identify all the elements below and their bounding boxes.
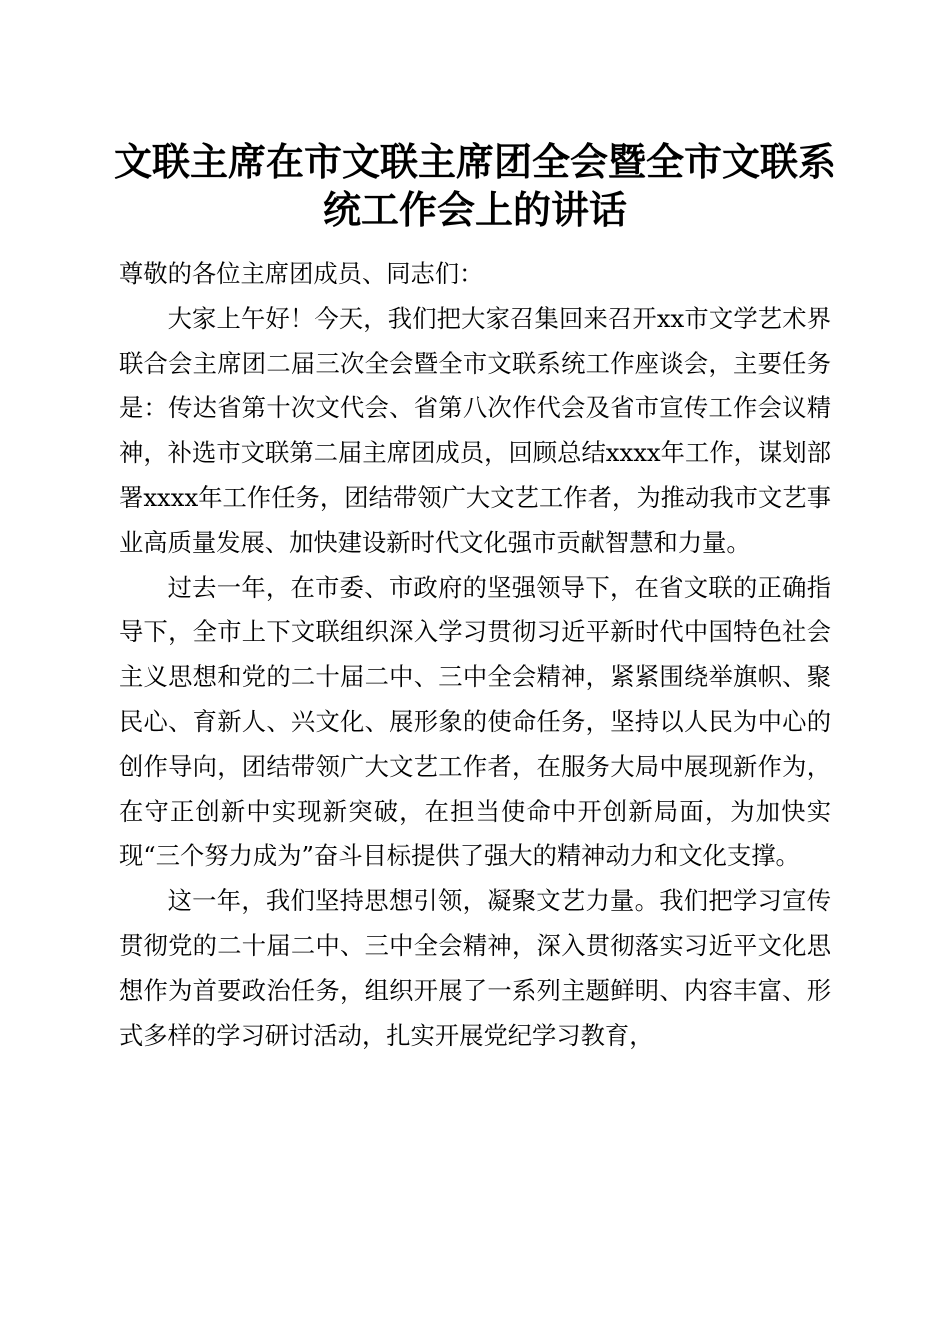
document-title: 文联主席在市文联主席团全会暨全市文联系统工作会上的讲话 (113, 139, 836, 232)
paragraph: 这一年，我们坚持思想引领，凝聚文艺力量。我们把学习宣传贯彻党的二十届二中、三中全会精神，深入贯彻落实习近平文化思想作为首要政治任务，组织开展了一系列主题鲜明、内容丰富、形式多样的学习研讨活动，扎实开展党纪学习教育， (119, 886, 831, 1050)
paragraph: 过去一年，在市委、市政府的坚强领导下，在省文联的正确指导下，全市上下文联组织深入学习贯彻习近平新时代中国特色社会主义思想和党的二十届二中、三中全会精神，紧紧围绕举旗帜、聚民心、育新人、兴文化、展形象的使命任务，坚持以人民为中心的创作导向，团结带领广大文艺工作者，在服务大局中展现新作为，在守正创新中实现新突破，在担当使命中开创新局面，为加快实现“三个努力成为”奋斗目标提供了强大的精神动力和文化支撑。 (119, 572, 831, 871)
document-body (119, 252, 831, 1058)
salutation: 尊敬的各位主席团成员、同志们： (119, 259, 484, 288)
paragraph: 大家上午好！今天，我们把大家召集回来召开xx市文学艺术界联合会主席团二届三次全会暨全市文联系统工作座谈会，主要任务是：传达省第十次文代会、省第八次作代会及省市宣传工作会议精神，补选市文联第二届主席团成员，回顾总结xxxx年工作，谋划部署xxxx年工作任务，团结带领广大文艺工作者，为推动我市文艺事业高质量发展、加快建设新时代文化强市贡献智慧和力量。 (119, 303, 831, 557)
